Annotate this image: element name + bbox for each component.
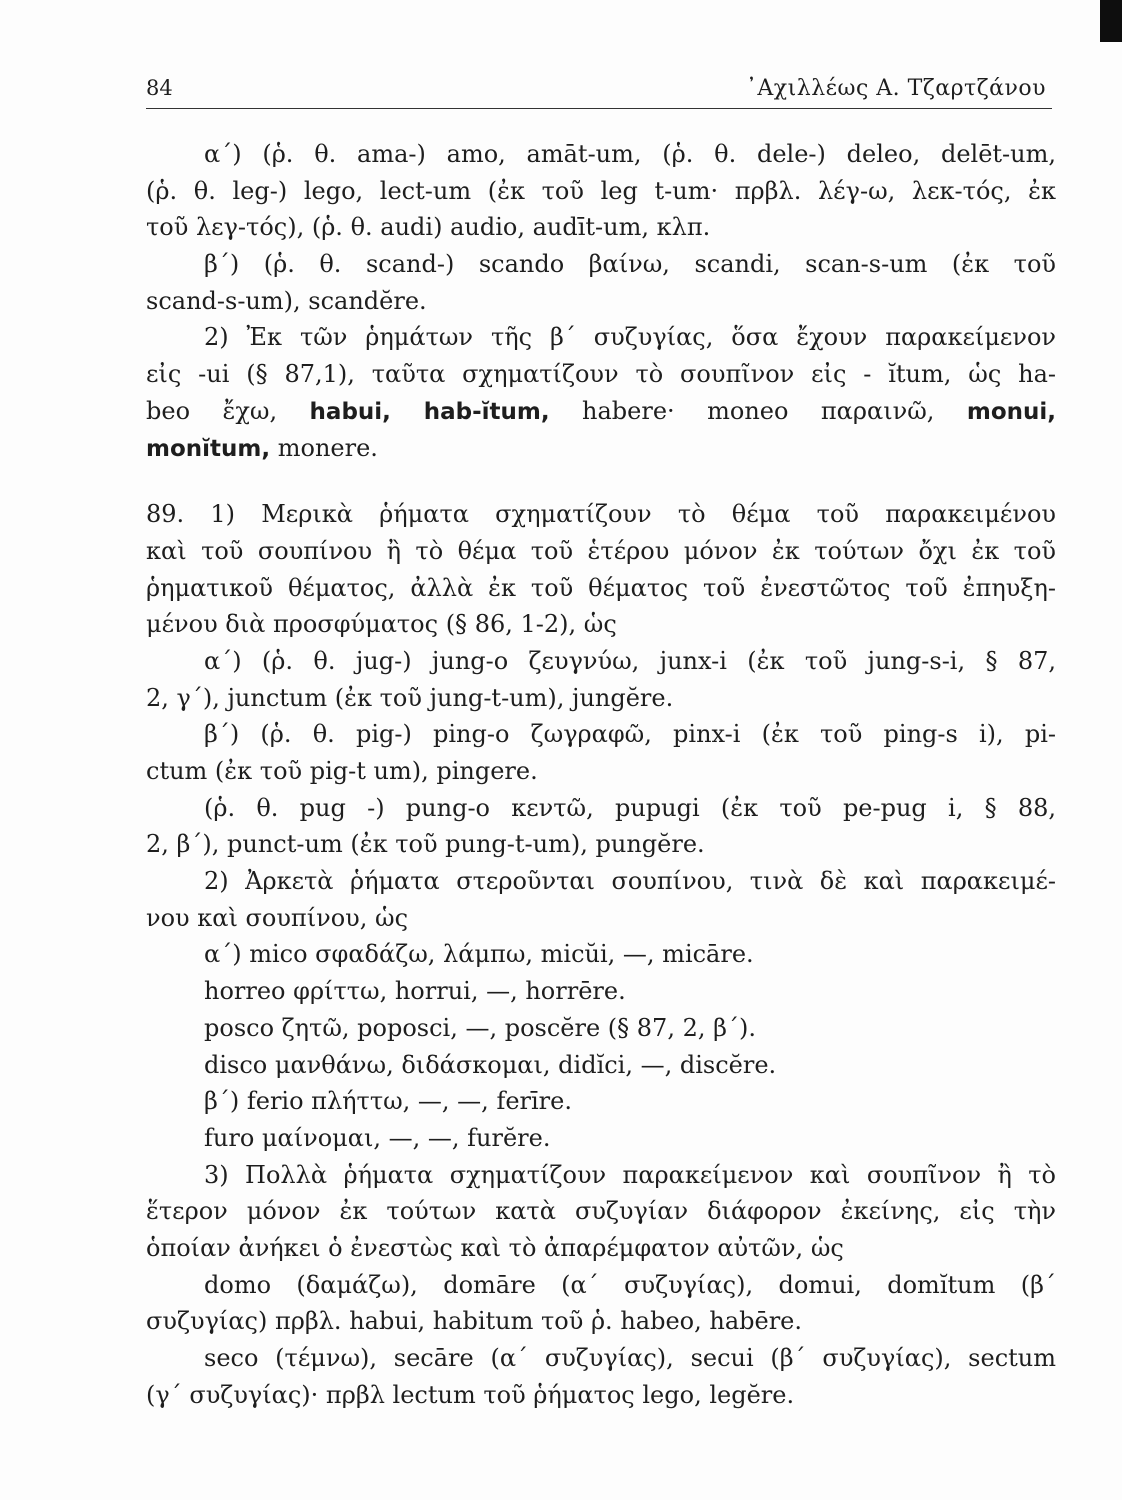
text-line: καὶ τοῦ σουπίνου ἢ τὸ θέμα τοῦ ἑτέρου μόνον ἐκ τούτων ὄχι ἐκ τοῦ — [146, 536, 1056, 565]
text-line: β΄) ferio πλήττω, —, —, ferīre. — [204, 1087, 572, 1116]
bold-term: habui, hab-ĭtum, — [309, 398, 550, 425]
text-run: monere. — [270, 433, 378, 462]
text-line: 3) Πολλὰ ῥήματα σχηματίζουν παρακείμενον καὶ σουπῖνον ἢ τὸ — [204, 1160, 1056, 1189]
text-run: beo ἔχω, — [146, 396, 310, 425]
text-line: ὁποίαν ἀνήκει ὁ ἐνεστὼς καὶ τὸ ἀπαρέμφατον αὐτῶν, ὡς — [146, 1233, 844, 1262]
text-line: scand-s-um), scandĕre. — [146, 286, 427, 315]
running-header-author: ᾿Αχιλλέως Α. Τζαρτζάνου — [745, 76, 1046, 101]
section-89-start: 89. 1) Μερικὰ ῥήματα σχηματίζουν τὸ θέμα τοῦ παρακειμένου — [146, 500, 1056, 529]
bold-term: monĭtum, — [146, 435, 271, 462]
text-run: habere· moneo παραινῶ, — [549, 396, 967, 425]
text-line: β΄) (ῥ. θ. scand-) scando βαίνω, scandi, scan-s-um (ἐκ τοῦ — [204, 250, 1056, 279]
text-line — [146, 393, 1056, 430]
text-line: 2) Ἐκ τῶν ῥημάτων τῆς β΄ συζυγίας, ὅσα ἔχουν παρακείμενον — [204, 323, 1056, 352]
text-line — [146, 430, 1056, 467]
header-rule — [146, 108, 1052, 109]
text-line: νου καὶ σουπίνου, ὡς — [146, 903, 409, 932]
text-line: (ῥ. θ. leg-) lego, lect-um (ἐκ τοῦ leg t-um· πρβλ. λέγ-ω, λεκ-τός, ἐκ — [146, 176, 1056, 205]
text-line: μένου διὰ προσφύματος (§ 86, 1-2), ὡς — [146, 610, 617, 639]
text-line: furo μαίνομαι, —, —, furĕre. — [204, 1123, 551, 1152]
text-line: ῥηματικοῦ θέματος, ἀλλὰ ἐκ τοῦ θέματος τοῦ ἐνεστῶτος τοῦ ἐπηυξη- — [146, 573, 1056, 602]
text-line: (γ΄ συζυγίας)· πρβλ lectum τοῦ ῥήματος lego, legĕre. — [146, 1380, 795, 1409]
text-line: εἰς -ui (§ 87,1), ταῦτα σχηματίζουν τὸ σουπῖνον εἰς - ĭtum, ὡς ha- — [146, 360, 1056, 389]
text-line: ἕτερον μόνον ἐκ τούτων κατὰ συζυγίαν διάφορον ἐκείνης, εἰς τὴν — [146, 1197, 1056, 1226]
bold-term: monui, — [966, 398, 1056, 425]
text-line: posco ζητῶ, poposci, —, poscĕre (§ 87, 2, β΄). — [204, 1013, 756, 1042]
text-line: seco (τέμνω), secāre (α΄ συζυγίας), secui (β΄ συζυγίας), sectum — [204, 1344, 1056, 1372]
page-body — [146, 136, 1056, 1413]
text-line: α΄) mico σφαδάζω, λάμπω, micŭi, —, micāre. — [204, 940, 754, 969]
page-number: 84 — [146, 76, 173, 100]
text-line: α΄) (ῥ. θ. jug-) jung-o ζευγνύω, junx-i (ἐκ τοῦ jung-s-i, § 87, — [204, 646, 1056, 675]
text-line: τοῦ λεγ-τός), (ῥ. θ. audi) audio, audīt-um, κλπ. — [146, 213, 711, 242]
text-line: συζυγίας) πρβλ. habui, habitum τοῦ ῥ. habeo, habēre. — [146, 1307, 802, 1336]
text-line: horreo φρίττω, horrui, —, horrēre. — [204, 977, 626, 1006]
text-line: domo (δαμάζω), domāre (α΄ συζυγίας), domui, domĭtum (β΄ — [204, 1270, 1056, 1299]
text-line: ctum (ἐκ τοῦ pig-t um), pingere. — [146, 757, 538, 785]
text-line: 2, γ΄), junctum (ἐκ τοῦ jung-t-um), jungĕre. — [146, 683, 674, 712]
text-line: 2, β΄), punct-um (ἐκ τοῦ pung-t-um), pungĕre. — [146, 830, 705, 859]
text-line: (ῥ. θ. pug -) pung-o κεντῶ, pupugi (ἐκ τοῦ pe-pug i, § 88, — [204, 793, 1056, 822]
text-line: 2) Ἀρκετὰ ῥήματα στεροῦνται σουπίνου, τινὰ δὲ καὶ παρακειμέ- — [204, 867, 1056, 896]
text-line: β΄) (ῥ. θ. pig-) ping-o ζωγραφῶ, pinx-i (ἐκ τοῦ ping-s i), pi- — [204, 720, 1056, 749]
text-line: α΄) (ῥ. θ. ama-) amo, amāt-um, (ῥ. θ. dele-) deleo, delēt-um, — [204, 140, 1056, 168]
text-line: disco μανθάνω, διδάσκομαι, didĭci, —, discĕre. — [204, 1050, 777, 1079]
scan-corner-mark — [1100, 0, 1122, 42]
